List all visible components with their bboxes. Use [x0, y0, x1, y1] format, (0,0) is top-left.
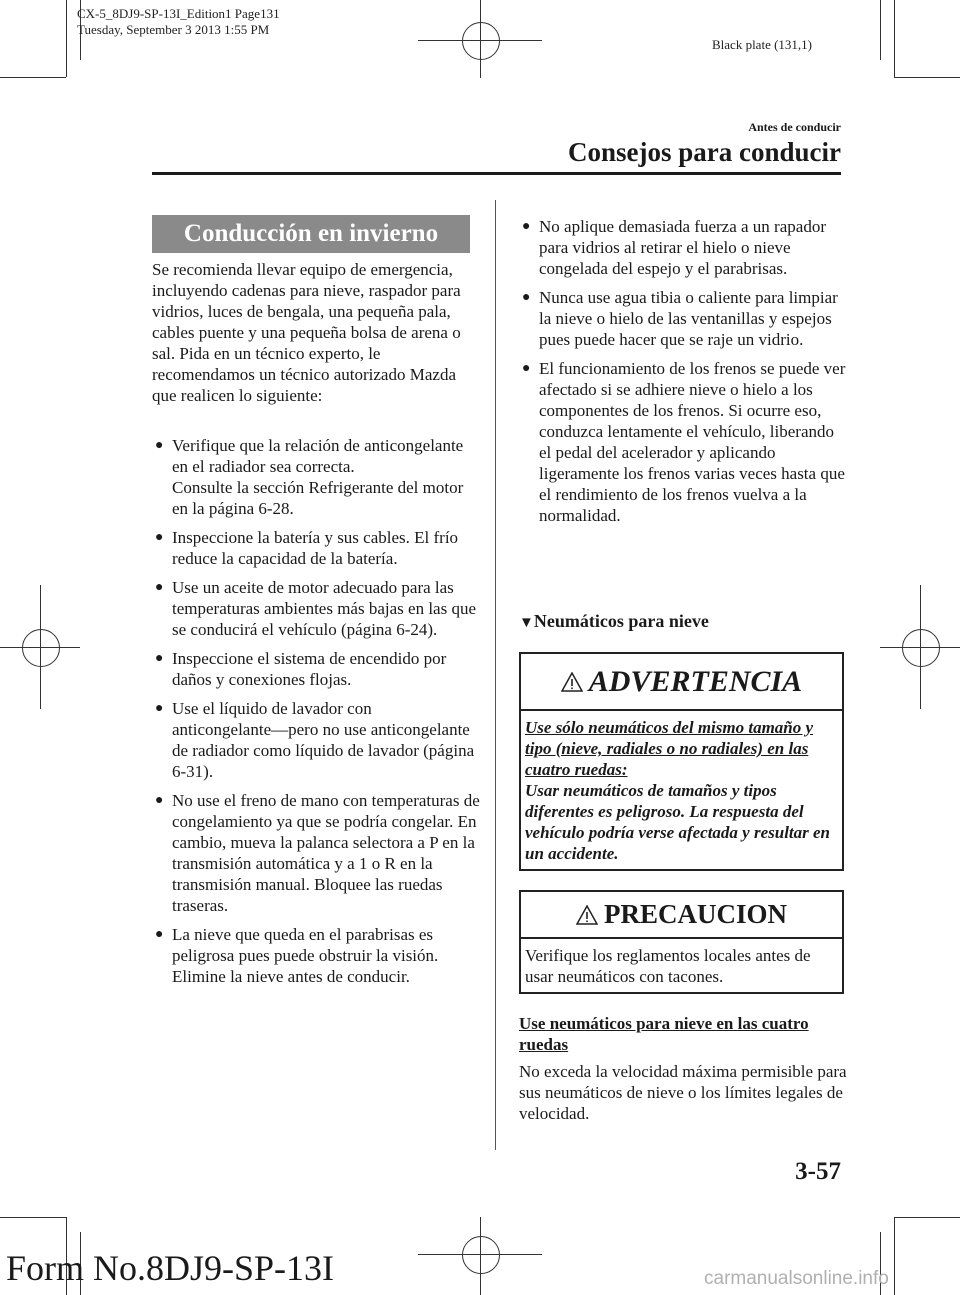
crop-mark — [66, 0, 67, 77]
list-item-text: Use un aceite de motor adecuado para las temperaturas ambientes más bajas en las que se conducirá el vehículo (página 6-24). — [172, 578, 476, 639]
warning-box — [519, 652, 844, 871]
list-item-text: Inspeccione el sistema de encendido por daños y conexiones flojas. — [172, 649, 447, 689]
list-item-text: No aplique demasiada fuerza a un rapador para vidrios al retirar el hielo o nieve congelada del espejo y el parabrisas. — [539, 217, 826, 278]
registration-mark — [480, 0, 481, 78]
bullet-icon: ● — [155, 530, 164, 545]
registration-mark — [22, 629, 60, 667]
registration-mark — [462, 22, 500, 60]
right-bullet-list — [519, 216, 849, 534]
bullet-icon: ● — [155, 580, 164, 595]
caution-triangle-icon — [576, 905, 598, 925]
bullet-icon: ● — [155, 438, 164, 453]
crop-mark — [0, 77, 66, 78]
subheading — [519, 611, 709, 632]
list-item — [152, 527, 482, 569]
page-number: 3-57 — [795, 1158, 841, 1185]
list-item — [152, 648, 482, 690]
list-item — [519, 287, 849, 350]
bullet-icon: ● — [155, 651, 164, 666]
warning-header — [521, 654, 842, 711]
list-item — [152, 790, 482, 916]
caution-box — [519, 890, 844, 994]
warning-underlined-text: Use sólo neumáticos del mismo tamaño y tipo (nieve, radiales o no radiales) en las cuatro ruedas: — [525, 718, 814, 779]
caution-body: Verifique los reglamentos locales antes de usar neumáticos con tacones. — [525, 946, 811, 986]
list-item — [152, 698, 482, 782]
list-item-text: Verifique que la relación de anticongelante en el radiador sea correcta. — [172, 436, 464, 476]
bullet-icon: ● — [155, 701, 164, 716]
warning-text: Usar neumáticos de tamaños y tipos diferentes es peligroso. La respuesta del vehículo podría verse afectada y resultar en un accidente. — [525, 781, 831, 863]
chapter-title: Antes de conducir — [748, 120, 841, 134]
list-item-text: Use el líquido de lavador con anticongelante―pero no use anticongelante de radiador como líquido de lavador (página 6-31). — [172, 699, 475, 781]
registration-mark — [462, 1236, 500, 1274]
list-item-text: No use el freno de mano con temperaturas de congelamiento ya que se podría congelar. En cambio, mueva la palanca selectora a P en la transmisión automática y a 1 o R en la transmisión manual. Bloquee las ruedas traseras. — [172, 791, 480, 915]
crop-mark — [894, 1217, 895, 1295]
list-item — [152, 577, 482, 640]
crop-mark — [894, 77, 960, 78]
section-banner: Conducción en invierno — [152, 215, 470, 253]
list-item-text: Inspeccione la batería y sus cables. El frío reduce la capacidad de la batería. — [172, 528, 459, 568]
left-bullet-list — [152, 435, 482, 995]
list-item-note: Consulte la sección Refrigerante del motor en la página 6-28. — [172, 478, 464, 518]
bullet-icon: ● — [155, 927, 164, 942]
crop-mark — [894, 0, 895, 77]
warning-body — [521, 711, 842, 864]
warning-triangle-icon — [561, 672, 583, 692]
form-number: Form No.8DJ9-SP-13I — [6, 1248, 335, 1288]
print-info-line1: CX-5_8DJ9-SP-13I_Edition1 Page131 — [77, 6, 280, 21]
bullet-icon: ● — [522, 361, 531, 376]
list-item — [519, 216, 849, 279]
registration-mark — [920, 585, 921, 709]
last-paragraph: No exceda la velocidad máxima permisible para sus neumáticos de nieve o los límites legales de velocidad. — [519, 1062, 847, 1123]
bullet-icon: ● — [155, 793, 164, 808]
list-item — [152, 435, 482, 519]
watermark: carmanualsonline.info — [704, 1268, 889, 1289]
list-item-text: El funcionamiento de los frenos se puede ver afectado si se adhiere nieve o hielo a los componentes de los frenos. Si ocurre eso, conduzca lentamente el vehículo, liberando el pedal del acelerador y aplicando ligeramente los frenos varias veces hasta que el rendimiento de los frenos vuelva a la normalidad. — [539, 359, 846, 525]
crop-mark — [0, 1217, 66, 1218]
triangle-marker-icon: ▼ — [519, 615, 534, 631]
registration-mark — [40, 585, 41, 709]
registration-mark — [902, 629, 940, 667]
crop-mark — [880, 0, 881, 60]
list-item-text: La nieve que queda en el parabrisas es peligrosa pues puede obstruir la visión. Elimine la nieve antes de conducir. — [172, 925, 439, 986]
print-info — [77, 6, 280, 38]
crop-mark — [894, 1217, 960, 1218]
list-item — [519, 358, 849, 526]
header-rule — [152, 172, 841, 175]
section-title: Consejos para conducir — [567, 137, 841, 167]
list-item-text: Nunca use agua tibia o caliente para limpiar la nieve o hielo de las ventanillas y espejos pues puede hacer que se raje un vidrio. — [539, 288, 838, 349]
plate-label: Black plate (131,1) — [712, 37, 812, 52]
caution-title: PRECAUCION — [603, 899, 787, 929]
column-divider — [495, 200, 496, 1150]
registration-mark — [480, 1217, 481, 1295]
subheading-text: Neumáticos para nieve — [533, 611, 709, 631]
list-item — [152, 924, 482, 987]
warning-title: ADVERTENCIA — [588, 664, 803, 698]
intro-paragraph: Se recomienda llevar equipo de emergencia, incluyendo cadenas para nieve, raspador para vidrios, luces de bengala, una pequeña pala, cables puente y una pequeña bolsa de arena o sal. Pida en un técnico experto, le recomendamos un técnico autorizado Mazda que realicen lo siguiente: — [152, 260, 461, 405]
print-info-line2: Tuesday, September 3 2013 1:55 PM — [77, 22, 270, 37]
caution-header — [521, 892, 842, 939]
bullet-icon: ● — [522, 290, 531, 305]
underlined-heading: Use neumáticos para nieve en las cuatro ruedas — [519, 1014, 809, 1054]
bullet-icon: ● — [522, 219, 531, 234]
